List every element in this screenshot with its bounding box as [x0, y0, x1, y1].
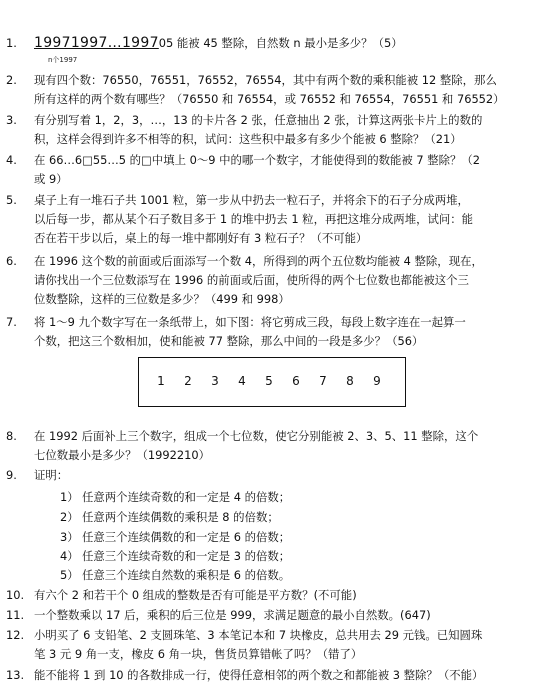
strip-digit: 2: [184, 374, 192, 388]
question-line: 所有这样的两个数有哪些？（76550 和 76554，或 76552 和 76554，76551 和 76552）: [34, 92, 505, 106]
question-line: 否在若干步以后，桌上的每一堆中都刚好有 3 粒石子？（不可能）: [34, 231, 368, 245]
question-11: [6, 606, 546, 625]
question-line: 七位数最小是多少？（1992210）: [34, 448, 211, 462]
proof-item-number: 1）: [60, 490, 79, 504]
question-number: 11.: [6, 608, 25, 622]
proof-item-text: 任意三个连续偶数的和一定是 6 的倍数；: [82, 530, 291, 544]
proof-item: [60, 528, 290, 547]
question-line: 请你找出一个三位数添写在 1996 的前面或后面，使所得的两个七位数也都能被这个三: [34, 273, 469, 287]
strip-digit: 9: [373, 374, 381, 388]
question-2: [6, 71, 546, 109]
question-8: [6, 427, 546, 465]
question-13: [6, 666, 546, 685]
question-line: 现有四个数：76550，76551，76552，76554，其中有两个数的乘积能被 12 整除，那么: [34, 73, 497, 87]
proof-item-text: 任意三个连续奇数的和一定是 3 的倍数；: [82, 549, 291, 563]
proof-item-text: 任意三个连续自然数的乘积是 6 的倍数。: [82, 568, 291, 582]
proof-item-number: 2）: [60, 510, 79, 524]
strip-digit: 7: [319, 374, 327, 388]
strip-digit: 4: [238, 374, 246, 388]
question-line: 桌子上有一堆石子共 1001 粒，第一步从中扔去一粒石子，并将余下的石子分成两堆，: [34, 193, 469, 207]
question-number: 12.: [6, 628, 25, 642]
question-4: [6, 151, 546, 189]
strip-digit: 5: [265, 374, 273, 388]
question-1: [6, 34, 546, 64]
question-line: 有分别写着 1，2，3，…，13 的卡片各 2 张，任意抽出 2 张，计算这两张卡片上的数的: [34, 113, 483, 127]
question-number: 7.: [6, 315, 17, 329]
proof-item-text: 任意两个连续奇数的和一定是 4 的倍数；: [82, 490, 291, 504]
question-number: 8.: [6, 429, 17, 443]
question-line: 有六个 2 和若干个 0 组成的整数是否有可能是平方数？(不可能): [34, 588, 357, 602]
question-6: [6, 252, 546, 309]
question-line: 证明：: [34, 468, 69, 482]
question-line: 小明买了 6 支铅笔、2 支圆珠笔、3 本笔记本和 7 块橡皮，总共用去 29 元钱。已知圆珠: [34, 628, 483, 642]
question-line: 在 1996 这个数的前面或后面添写一个数 4，所得到的两个五位数均能被 4 整除，现在，: [34, 254, 483, 268]
proof-item: [60, 566, 290, 585]
proof-item-text: 任意两个连续偶数的乘积是 8 的倍数；: [82, 510, 279, 524]
question-line: 位数整除，这样的三位数是多少？（499 和 998）: [34, 292, 290, 306]
question-line: 在 66…6□55…5 的□中填上 0～9 中的哪一个数字，才能使得到的数能被 7 整除？（2: [34, 153, 481, 167]
question-line: 个数，把这三个数相加，使和能被 77 整除，那么中间的一段是多少？（56）: [34, 334, 424, 348]
question-line: 或 9）: [34, 172, 68, 186]
question-number: 10.: [6, 588, 25, 602]
question-text: 05 能被 45 整除，自然数 n 最小是多少？（5）: [158, 36, 403, 50]
strip-digit: 6: [292, 374, 300, 388]
repeat-count-label: n个1997: [48, 56, 78, 64]
proof-item-number: 4）: [60, 549, 79, 563]
question-number: 6.: [6, 254, 17, 268]
question-line: 一个整数乘以 17 后，乘积的后三位是 999，求满足题意的最小自然数。(647): [34, 608, 431, 622]
question-line: 以后每一步，都从某个石子数目多于 1 的堆中扔去 1 粒，再把这堆分成两堆，试问：能: [34, 212, 474, 226]
question-line: 积，这样会得到许多不相等的积，试问：这些积中最多有多少个能被 6 整除？（21）: [34, 132, 462, 146]
question-line: 将 1～9 九个数字写在一条纸带上，如下图：将它剪成三段，每段上数字连在一起算一: [34, 315, 466, 329]
question-number: 5.: [6, 193, 17, 207]
question-number: 9.: [6, 468, 17, 482]
strip-digit: 8: [346, 374, 354, 388]
question-line: 能不能将 1 到 10 的各数排成一行，使得任意相邻的两个数之和都能被 3 整除？（不能）: [34, 668, 484, 682]
strip-digit: 3: [211, 374, 219, 388]
proof-item-number: 3）: [60, 530, 79, 544]
question-line: 在 1992 后面补上三个数字，组成一个七位数，使它分别能被 2、3、5、11 整除，这个: [34, 429, 479, 443]
question-number: 2.: [6, 73, 17, 87]
paper-strip-figure: [138, 357, 406, 407]
question-number: 13.: [6, 668, 25, 682]
question-12: [6, 626, 546, 664]
proof-item: [60, 488, 290, 507]
proof-item-number: 5）: [60, 568, 79, 582]
question-9: [6, 466, 546, 485]
question-number: 1.: [6, 36, 17, 50]
question-5: [6, 191, 546, 248]
question-number: 4.: [6, 153, 17, 167]
strip-digit: 1: [157, 374, 165, 388]
question-3: [6, 111, 546, 149]
repeated-number: 19971997…1997: [34, 35, 159, 51]
question-number: 3.: [6, 113, 17, 127]
proof-item: [60, 547, 290, 566]
proof-item: [60, 508, 279, 527]
question-10: [6, 586, 546, 605]
question-line: 笔 3 元 9 角一支，橡皮 6 角一块，售货员算错帐了吗？（错了）: [34, 647, 363, 661]
question-7: [6, 313, 546, 351]
